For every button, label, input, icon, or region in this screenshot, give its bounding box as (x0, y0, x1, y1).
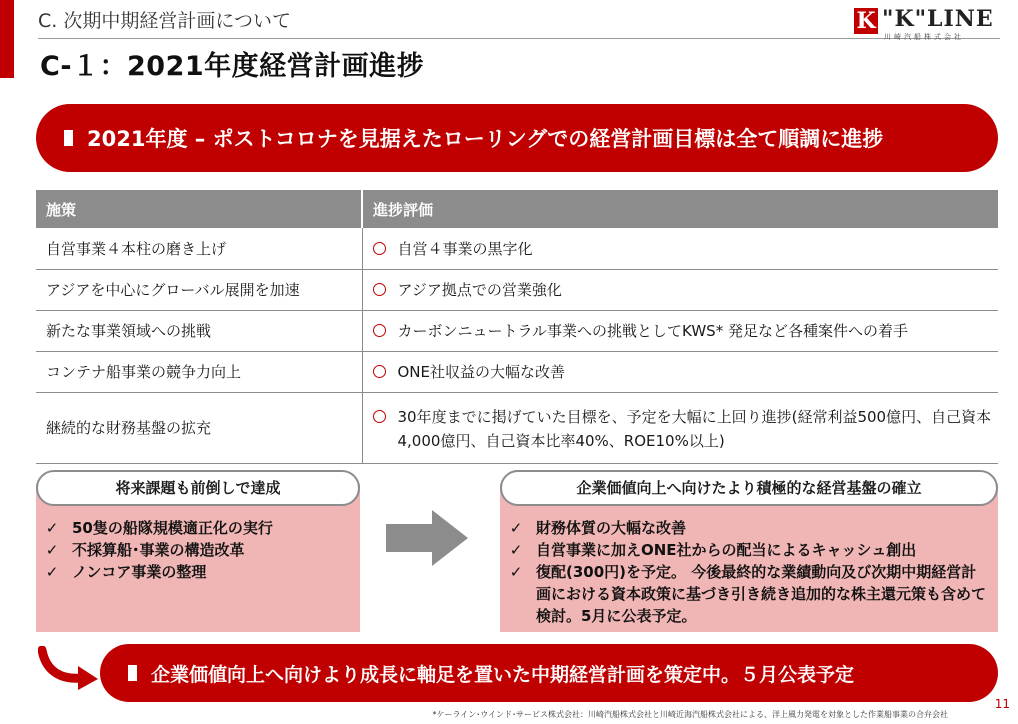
evaluation-text: アジア拠点での営業強化 (397, 281, 562, 299)
headline-banner (36, 104, 998, 172)
circle-mark-icon (373, 242, 386, 255)
evaluation-text: ONE社収益の大幅な改善 (397, 363, 566, 381)
page-number: 11 (994, 697, 1010, 711)
table-row (36, 228, 998, 269)
footnote: *ケーライン･ウインド･サービス株式会社：川崎汽船株式会社と川崎近海汽船株式会社による、洋上風力発電を対象とした作業船事業の合弁会社 (432, 710, 948, 719)
table-row (36, 351, 998, 392)
list-item-text: 復配(300円)を予定。 今後最終的な業績動向及び次期中期経営計画における資本政策に基づき引き続き追加的な株主還元策も含めて検討。5月に公表予定。 (536, 563, 987, 625)
measure-cell: 新たな事業領域への挑戦 (36, 310, 362, 351)
table-row (36, 392, 998, 463)
kline-logo (854, 8, 1004, 42)
check-icon: ✓ (509, 541, 523, 559)
measure-cell: アジアを中心にグローバル展開を加速 (36, 269, 362, 310)
list-item-text: ノンコア事業の整理 (72, 563, 207, 581)
headline-text: 2021年度 – ポストコロナを見据えたローリングでの経営計画目標は全て順調に進捗 (87, 127, 884, 151)
list-item (42, 517, 352, 539)
logo-mark: K (854, 8, 878, 34)
bullet-square-icon (128, 665, 137, 681)
circle-mark-icon (373, 324, 386, 337)
conclusion-banner (100, 644, 998, 702)
list-item (42, 561, 352, 583)
check-icon: ✓ (45, 563, 59, 581)
logo-name: "K"LINE (882, 6, 994, 32)
evaluation-text: カーボンニュートラル事業への挑戦としてKWS* 発足など各種案件への着手 (397, 322, 908, 340)
column-header-evaluation: 進捗評価 (362, 190, 998, 228)
measure-cell: 自営事業４本柱の磨き上げ (36, 228, 362, 269)
circle-mark-icon (373, 410, 386, 423)
check-icon: ✓ (45, 541, 59, 559)
check-icon: ✓ (45, 519, 59, 537)
left-panel-title: 将来課題も前倒しで達成 (36, 470, 360, 506)
evaluation-cell (362, 310, 998, 351)
check-icon: ✓ (509, 519, 523, 537)
table-header-row (36, 190, 998, 228)
circle-mark-icon (373, 283, 386, 296)
list-item-text: 50隻の船隊規模適正化の実行 (72, 519, 273, 537)
right-arrow-icon (386, 510, 468, 566)
progress-table (36, 190, 998, 464)
right-panel-title: 企業価値向上へ向けたより積極的な経営基盤の確立 (500, 470, 998, 506)
list-item (506, 539, 990, 561)
right-panel-list (506, 517, 990, 627)
left-panel-list (42, 517, 352, 583)
list-item-text: 自営事業に加えONE社からの配当によるキャッシュ創出 (536, 541, 917, 559)
list-item (506, 561, 990, 627)
logo-subtitle: 川崎汽船株式会社 (884, 33, 964, 41)
list-item (42, 539, 352, 561)
evaluation-text: 30年度までに掲げていた目標を、予定を大幅に上回り進捗(経常利益500億円、自己資本4,000億円、自己資本比率40%、ROE10%以上) (397, 408, 992, 450)
table-row (36, 269, 998, 310)
evaluation-text: 自営４事業の黒字化 (397, 239, 533, 258)
table-row (36, 310, 998, 351)
page-title: C‐１：2021年度経営計画進捗 (40, 51, 425, 82)
evaluation-cell (362, 269, 998, 310)
bullet-square-icon (64, 130, 73, 146)
curved-arrow-icon (38, 646, 100, 692)
evaluation-cell (362, 351, 998, 392)
evaluation-cell (362, 228, 998, 269)
section-title: C. 次期中期経営計画について (38, 10, 291, 32)
conclusion-text: 企業価値向上へ向けより成長に軸足を置いた中期経営計画を策定中。５月公表予定 (151, 663, 855, 686)
evaluation-cell (362, 392, 998, 463)
list-item-text: 財務体質の大幅な改善 (536, 519, 687, 537)
list-item (506, 517, 990, 539)
measure-cell: 継続的な財務基盤の拡充 (36, 392, 362, 463)
measure-cell: コンテナ船事業の競争力向上 (36, 351, 362, 392)
circle-mark-icon (373, 365, 386, 378)
check-icon: ✓ (509, 563, 523, 581)
column-header-measure: 施策 (36, 190, 362, 228)
accent-bar (0, 0, 14, 78)
list-item-text: 不採算船･事業の構造改革 (72, 541, 245, 559)
